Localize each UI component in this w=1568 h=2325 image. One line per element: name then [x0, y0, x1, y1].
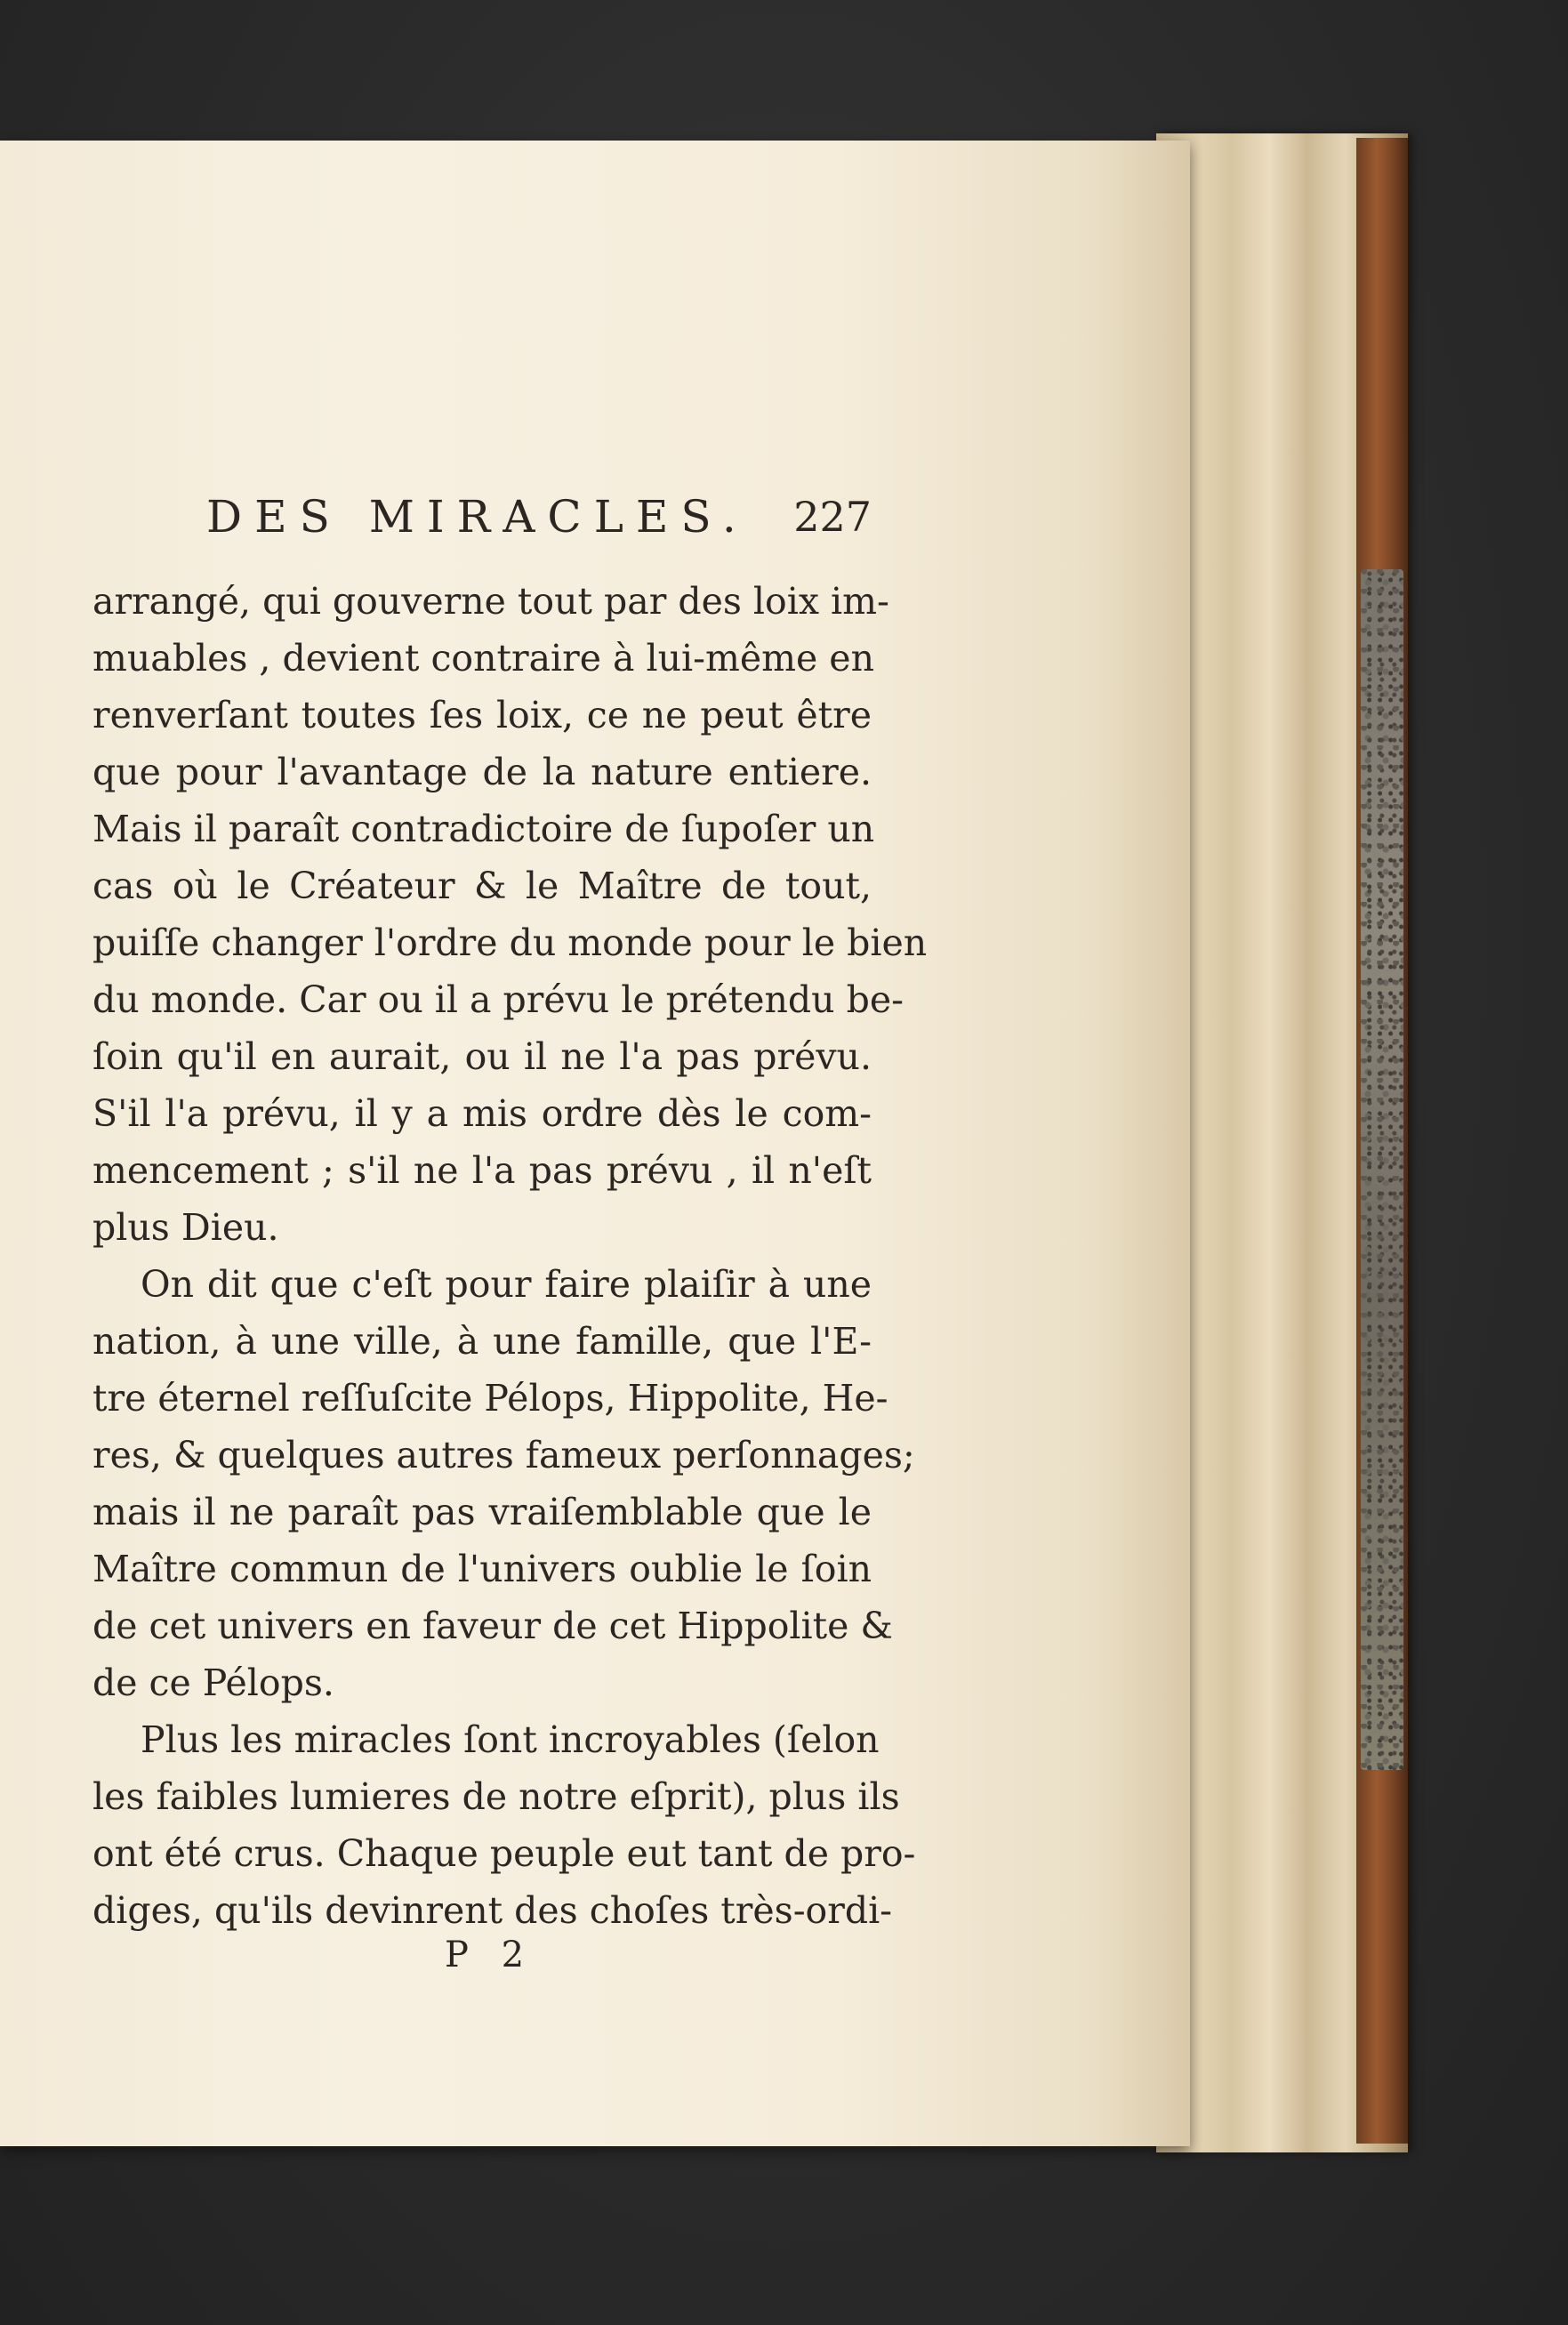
text-line: plus Dieu.	[92, 1206, 279, 1249]
text-block	[92, 486, 928, 1939]
text-line: mais il ne paraît pas vraiſemblable que le	[92, 1491, 872, 1533]
text-line: ſoin qu'il en aurait, ou il ne l'a pas prévu.	[92, 1035, 872, 1078]
text-line: arrangé, qui gouverne tout par des loix im-	[92, 580, 889, 623]
text-line: Plus les miracles ſont incroyables (ſelon	[141, 1718, 880, 1761]
paragraph-3	[92, 1711, 916, 1939]
running-head	[92, 486, 872, 548]
text-line: res, & quelques autres fameux perſonnages;	[92, 1434, 915, 1476]
text-line: S'il l'a prévu, il y a mis ordre dès le com-	[92, 1092, 872, 1135]
text-line: du monde. Car ou il a prévu le prétendu be-	[92, 978, 904, 1021]
running-head-title: DES MIRACLES.	[206, 491, 749, 543]
marbled-board	[1361, 569, 1403, 1770]
text-line: les faibles lumieres de notre eſprit), plus ils	[92, 1775, 900, 1818]
paragraph-1	[92, 573, 928, 1256]
text-line: de cet univers en faveur de cet Hippolite &	[92, 1605, 893, 1647]
text-line: nation, à une ville, à une famille, que l'E-	[92, 1320, 872, 1363]
text-line: que pour l'avantage de la nature entiere.	[92, 751, 872, 793]
paragraph-2	[92, 1256, 915, 1711]
text-line: mencement ; s'il ne l'a pas prévu , il n'eſt	[92, 1149, 872, 1192]
text-line: de ce Pélops.	[92, 1661, 334, 1704]
text-line: puiſſe changer l'ordre du monde pour le bien	[92, 921, 928, 964]
signature-mark: P 2	[445, 1935, 535, 1975]
text-line: Mais il paraît contradictoire de ſupoſer un	[92, 808, 875, 850]
text-line: muables , devient contraire à lui-même en	[92, 637, 874, 680]
text-line: renverſant toutes ſes loix, ce ne peut être	[92, 694, 872, 736]
text-line: cas où le Créateur & le Maître de tout,	[92, 865, 872, 907]
text-line: On dit que c'eſt pour faire plaiſir à une	[141, 1263, 872, 1306]
text-line: diges, qu'ils devinrent des choſes très-ordi-	[92, 1889, 893, 1932]
page-number: 227	[793, 493, 872, 541]
text-line: ont été crus. Chaque peuple eut tant de pro-	[92, 1832, 916, 1875]
text-line: Maître commun de l'univers oublie le ſoin	[92, 1548, 872, 1590]
book-page	[0, 141, 1190, 2146]
text-line: tre éternel reſſuſcite Pélops, Hippolite, He-	[92, 1377, 889, 1420]
